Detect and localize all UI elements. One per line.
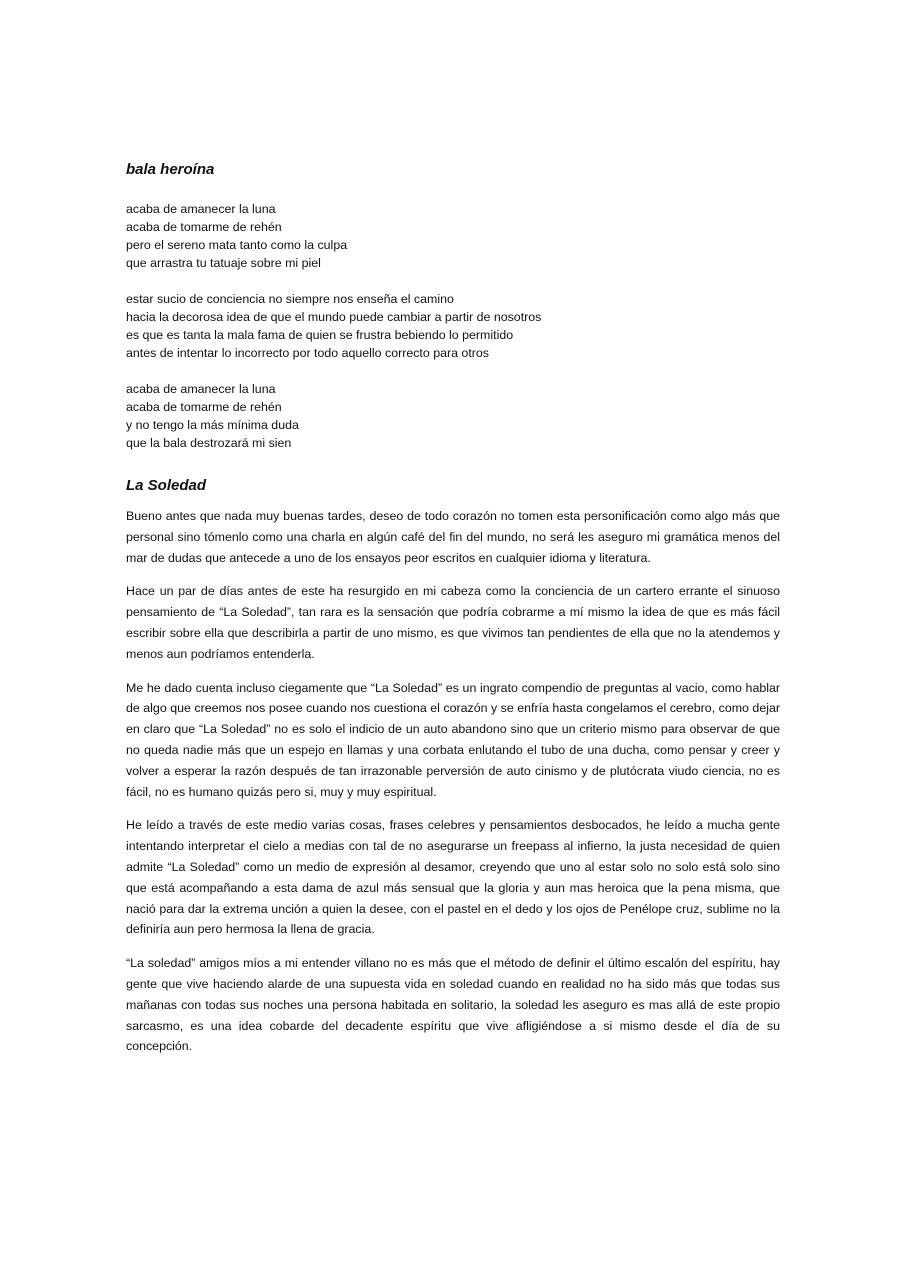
poem-body <box>126 200 780 452</box>
poem-line: hacia la decorosa idea de que el mundo puede cambiar a partir de nosotros <box>126 310 542 324</box>
poem-line: acaba de tomarme de rehén <box>126 220 282 234</box>
poem-line: acaba de tomarme de rehén <box>126 400 282 414</box>
poem-line: estar sucio de conciencia no siempre nos enseña el camino <box>126 292 454 306</box>
poem-stanza <box>126 200 780 272</box>
poem-line: y no tengo la más mínima duda <box>126 418 299 432</box>
poem-line: acaba de amanecer la luna <box>126 202 276 216</box>
essay-paragraph: Hace un par de días antes de este ha resurgido en mi cabeza como la conciencia de un cartero errante el sinuoso pensamiento de “La Soledad”, tan rara es la sensación que podría cobrarme a mí mismo la idea de que es más fácil escribir sobre ella que describirla a partir de uno mismo, es que vivimos tan pendientes de ella que no la atendemos y menos aun podríamos entenderla. <box>126 584 780 661</box>
essay-body <box>126 506 780 1057</box>
essay-paragraph: Me he dado cuenta incluso ciegamente que “La Soledad” es un ingrato compendio de preguntas al vacio, como hablar de algo que creemos nos posee cuando nos cuestiona el corazón y se enfría hasta congelamos el cerebro, como dejar en claro que “La Soledad” no es solo el indicio de un auto abandono sino que un criterio mismo para observar de que no queda nadie más que un espejo en llamas y una corbata enlutando el tubo de una ducha, como pensar y creer y volver a esperar la razón después de tan irrazonable perversión de auto cinismo y de plutócrata viudo ciencia, no es fácil, no es humano quizás pero si, muy y muy espiritual. <box>126 680 780 799</box>
document-page <box>126 160 780 1070</box>
essay-paragraph: Bueno antes que nada muy buenas tardes, deseo de todo corazón no tomen esta personificación como algo más que personal sino tómenlo como una charla en algún café del fin del mundo, no será les aseguro mi gramática menos del mar de dudas que antecede a uno de los ensayos peor escritos en cualquier idioma y literatura. <box>126 509 780 565</box>
essay-title: La Soledad <box>126 477 207 494</box>
poem-title: bala heroína <box>126 161 215 178</box>
poem-stanza <box>126 290 780 362</box>
poem-line: acaba de amanecer la luna <box>126 382 276 396</box>
poem-line: que la bala destrozará mi sien <box>126 436 292 450</box>
poem-line: que arrastra tu tatuaje sobre mi piel <box>126 256 321 270</box>
poem-stanza <box>126 380 780 452</box>
poem-line: es que es tanta la mala fama de quien se frustra bebiendo lo permitido <box>126 328 514 342</box>
poem-line: pero el sereno mata tanto como la culpa <box>126 238 348 252</box>
poem-line: antes de intentar lo incorrecto por todo aquello correcto para otros <box>126 346 489 360</box>
essay-paragraph: “La soledad” amigos míos a mi entender villano no es más que el método de definir el último escalón del espíritu, hay gente que vive haciendo alarde de una supuesta vida en soledad cuando en realidad no ha sido más que todas sus mañanas con todas sus noches una persona habitada en solitario, la soledad les aseguro es mas allá de este propio sarcasmo, es una idea cobarde del decadente espíritu que vive afligiéndose a si mismo desde el día de su concepción. <box>126 956 780 1054</box>
essay-paragraph: He leído a través de este medio varias cosas, frases celebres y pensamientos desbocados, he leído a mucha gente intentando interpretar el cielo a medias con tal de no asegurarse un freepass al infierno, la justa necesidad de quien admite “La Soledad” como un medio de expresión al desamor, creyendo que uno al estar solo no solo está solo sino que está acompañando a esta dama de azul más sensual que la gloria y aun mas heroica que la pena misma, que nació para dar la extrema unción a quien la desee, con el pastel en el dedo y los ojos de Penélope cruz, sublime no la definiría aun pero hermosa la llena de gracia. <box>126 818 780 937</box>
